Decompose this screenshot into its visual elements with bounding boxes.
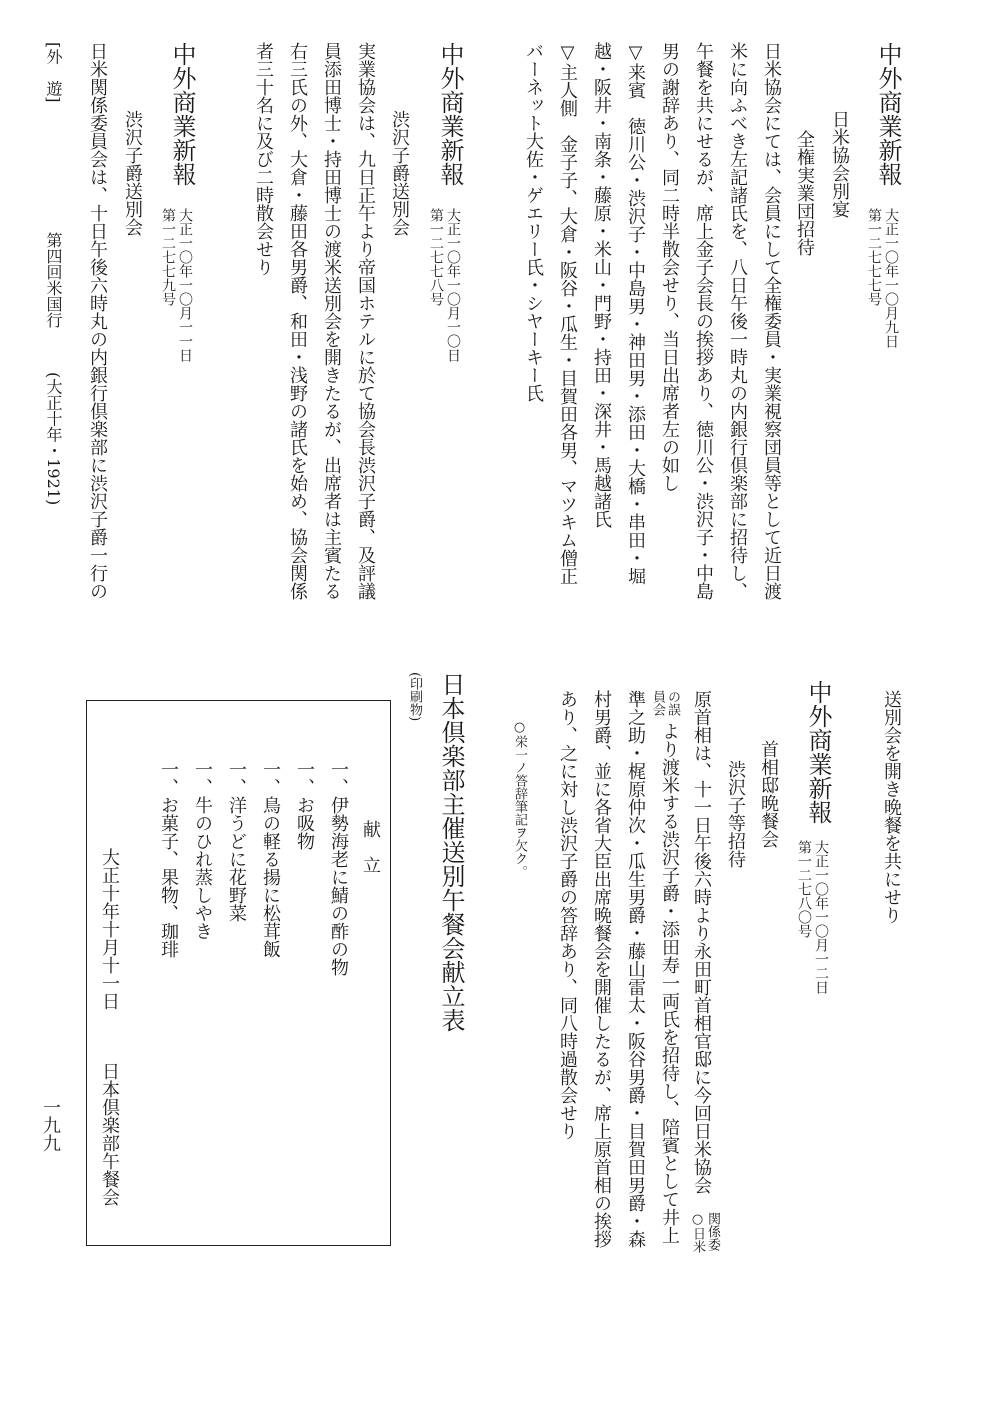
body-line: 送別会を開き晩餐を共にせり bbox=[881, 690, 902, 924]
editorial-note: ○日米 bbox=[690, 1212, 705, 1253]
menu-item: 一、洋うどに花野菜 bbox=[226, 760, 247, 922]
issue-date: 大正一〇年一〇月一一日 bbox=[177, 208, 193, 362]
body-line: 午餐を共にせるが、席上金子会長の挨拶あり、徳川公・渋沢子・中島 bbox=[693, 42, 714, 600]
editorial-note: 関係委 bbox=[705, 1212, 720, 1251]
editorial-note: ○栄一ノ答辞筆記ヲ欠ク。 bbox=[512, 720, 527, 878]
body-line: 原首相は、十一日午後六時より永田町首相官邸に今回日米協会 bbox=[691, 690, 712, 1194]
section-label: [外 遊] bbox=[44, 42, 63, 103]
article-headline: 首相邸晩餐会 bbox=[758, 740, 779, 848]
menu-item: 一、お吸物 bbox=[294, 760, 315, 850]
newspaper-name: 中外商業新報 bbox=[804, 680, 832, 824]
issue-number: 第一二七七九号 bbox=[160, 208, 176, 306]
body-line: 日米協会にては、会員にして全権委員・実業視察団員等として近日渡 bbox=[761, 42, 782, 600]
issue-number: 第一二七八〇号 bbox=[796, 840, 812, 938]
issue-date: 大正一〇年一〇月一〇日 bbox=[445, 208, 461, 362]
page-number: 一九九 bbox=[40, 1098, 61, 1152]
body-line: より渡米する渋沢子爵・添田寿一両氏を招待し、陪賓として井上 bbox=[659, 722, 680, 1244]
issue-number: 第一二七七八号 bbox=[428, 208, 444, 306]
body-line: バーネット大佐・ゲエリー氏・シヤーキー氏 bbox=[523, 42, 544, 402]
article-subheadline: 全権実業団招待 bbox=[794, 130, 815, 256]
article-headline: 渋沢子爵送別会 bbox=[122, 110, 143, 236]
menu-host: 日本倶楽部午餐会 bbox=[99, 1062, 120, 1206]
body-line: ▽主人側 金子子、大倉・阪谷・瓜生・目賀田各男、マツキム僧正 bbox=[557, 42, 578, 585]
body-line: 越・阪井・南条・藤原・米山・門野・持田・深井・馬越諸氏 bbox=[591, 42, 612, 528]
body-line: 米に向ふべき左記諸氏を、八日午後一時丸の内銀行倶楽部に招待し、 bbox=[727, 42, 748, 600]
year-label: (大正十年・1921) bbox=[44, 372, 63, 506]
newspaper-name: 中外商業新報 bbox=[874, 42, 902, 186]
body-line: ▽来賓 徳川公・渋沢子・中島男・神田男・添田・大橋・串田・堀 bbox=[625, 42, 646, 585]
article-subheadline: 渋沢子等招待 bbox=[725, 760, 746, 868]
issue-number: 第一二七七七号 bbox=[866, 208, 882, 306]
article-headline: 渋沢子爵送別会 bbox=[389, 110, 410, 236]
menu-item: 一、お菓子、果物、珈琲 bbox=[158, 760, 179, 958]
menu-item: 一、伊勢海老に鯖の酢の物 bbox=[328, 760, 349, 976]
body-line: 男の謝辞あり、同二時半散会せり、当日出席者左の如し bbox=[659, 42, 680, 492]
body-line: 員添田博士・持田博士の渡米送別会を開きたるが、出席者は主賓たる bbox=[321, 42, 342, 600]
body-line: 実業協会は、九日正午より帝国ホテルに於て協会長渋沢子爵、及評議 bbox=[355, 42, 376, 600]
article-headline: 日米協会別宴 bbox=[829, 110, 850, 218]
menu-source: (印刷物) bbox=[407, 672, 422, 722]
body-line: 右三氏の外、大倉・藤田各男爵、和田・浅野の諸氏を始め、協会関係 bbox=[287, 42, 308, 600]
menu-item: 一、鳥の軽る揚に松茸飯 bbox=[260, 760, 281, 958]
body-line: 準之助・梶原仲次・瓜生男爵・藤山雷太・阪谷男爵・目賀田男爵・森 bbox=[625, 690, 646, 1248]
body-line: 日米関係委員会は、十日午後六時丸の内銀行倶楽部に渋沢子爵一行の bbox=[87, 42, 108, 600]
body-line: 者三十名に及び二時散会せり bbox=[253, 42, 274, 276]
body-line: あり、之に対し渋沢子爵の答辞あり、同八時過散会せり bbox=[557, 690, 578, 1140]
newspaper-name: 中外商業新報 bbox=[436, 42, 464, 186]
menu-title: 日本倶楽部主催送別午餐会献立表 bbox=[437, 672, 465, 1032]
menu-item: 一、牛のひれ蒸しやき bbox=[192, 760, 213, 940]
issue-date: 大正一〇年一〇月一二日 bbox=[813, 840, 829, 994]
menu-heading: 献 立 bbox=[360, 820, 381, 874]
body-line: 村男爵、並に各省大臣出席晩餐会を開催したるが、席上原首相の挨拶 bbox=[591, 690, 612, 1248]
issue-date: 大正一〇年一〇月九日 bbox=[883, 208, 899, 348]
editorial-note: の誤 bbox=[665, 690, 680, 716]
editorial-note: 員会 bbox=[650, 690, 665, 716]
subsection-label: 第四回米国行 bbox=[44, 232, 63, 328]
menu-date: 大正十年十月十一日 bbox=[99, 848, 120, 1010]
newspaper-name: 中外商業新報 bbox=[168, 42, 196, 186]
